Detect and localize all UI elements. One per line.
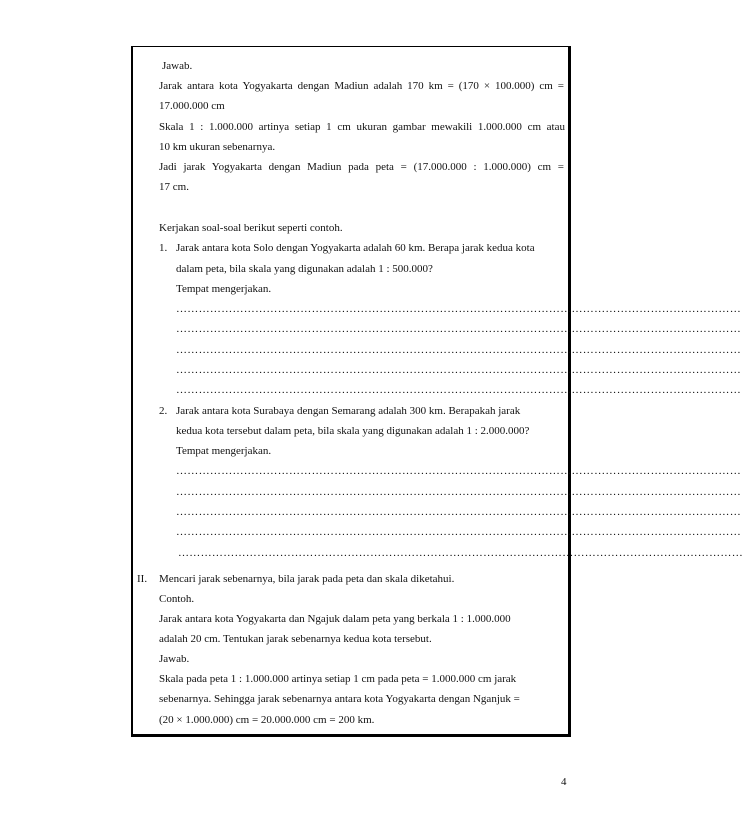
answer-line[interactable]: …………………………………………………………………………………………………………………………………… — [176, 506, 741, 518]
example-line: Skala 1 : 1.000.000 artinya setiap 1 cm ukuran gambar mewakili 1.000.000 cm atau — [159, 121, 565, 133]
example-answer-label: Jawab. — [162, 60, 193, 72]
section-heading: Mencari jarak sebenarnya, bila jarak pada peta dan skala diketahui. — [159, 573, 455, 585]
answer-line[interactable]: …………………………………………………………………………………………………………………………………… — [176, 486, 741, 498]
problem-text: dalam peta, bila skala yang digunakan adalah 1 : 500.000? — [176, 263, 433, 275]
section-answer-line: (20 × 1.000.000) cm = 20.000.000 cm = 200 km. — [159, 714, 375, 726]
answer-line[interactable]: …………………………………………………………………………………………………………………………………… — [176, 323, 741, 335]
page-number: 4 — [561, 776, 567, 788]
answer-line[interactable]: …………………………………………………………………………………………………………………………………… — [176, 384, 741, 396]
answer-line[interactable]: …………………………………………………………………………………………………………………………………… — [176, 364, 741, 376]
section-question-line: Jarak antara kota Yogyakarta dan Ngajuk dalam peta yang berkala 1 : 1.000.000 — [159, 613, 511, 625]
section-answer-line: sebenarnya. Sehingga jarak sebenarnya antara kota Yogyakarta dengan Nganjuk = — [159, 693, 520, 705]
problem-text: Jarak antara kota Surabaya dengan Semarang adalah 300 km. Berapakah jarak — [176, 405, 521, 417]
example-line: 17 cm. — [159, 181, 189, 193]
example-line: 17.000.000 cm — [159, 100, 225, 112]
answer-line[interactable]: …………………………………………………………………………………………………………………………………… — [176, 526, 741, 538]
answer-line[interactable]: …………………………………………………………………………………………………………………………………… — [176, 344, 741, 356]
answer-line[interactable]: …………………………………………………………………………………………………………………………………… — [176, 465, 741, 477]
section-question-line: adalah 20 cm. Tentukan jarak sebenarnya kedua kota tersebut. — [159, 633, 432, 645]
example-line: Jarak antara kota Yogyakarta dengan Madiun adalah 170 km = (170 × 100.000) cm = — [159, 80, 564, 92]
problem-number: 2. — [159, 405, 168, 417]
exercise-intro: Kerjakan soal-soal berikut seperti contoh. — [159, 222, 343, 234]
workspace-label: Tempat mengerjakan. — [176, 283, 272, 295]
problem-number: 1. — [159, 242, 168, 254]
example-line: 10 km ukuran sebenarnya. — [159, 141, 276, 153]
example-line: Jadi jarak Yogyakarta dengan Madiun pada peta = (17.000.000 : 1.000.000) cm = — [159, 161, 564, 173]
section-example-label: Contoh. — [159, 593, 195, 605]
problem-text: kedua kota tersebut dalam peta, bila skala yang digunakan adalah 1 : 2.000.000? — [176, 425, 530, 437]
workspace-label: Tempat mengerjakan. — [176, 445, 272, 457]
answer-line[interactable]: …………………………………………………………………………………………………………………………………… — [178, 547, 743, 559]
problem-text: Jarak antara kota Solo dengan Yogyakarta adalah 60 km. Berapa jarak kedua kota — [176, 242, 535, 254]
answer-line[interactable]: …………………………………………………………………………………………………………………………………… — [176, 303, 741, 315]
section-answer-line: Skala pada peta 1 : 1.000.000 artinya setiap 1 cm pada peta = 1.000.000 cm jarak — [159, 673, 517, 685]
section-number: II. — [137, 573, 148, 585]
section-answer-label: Jawab. — [159, 653, 190, 665]
